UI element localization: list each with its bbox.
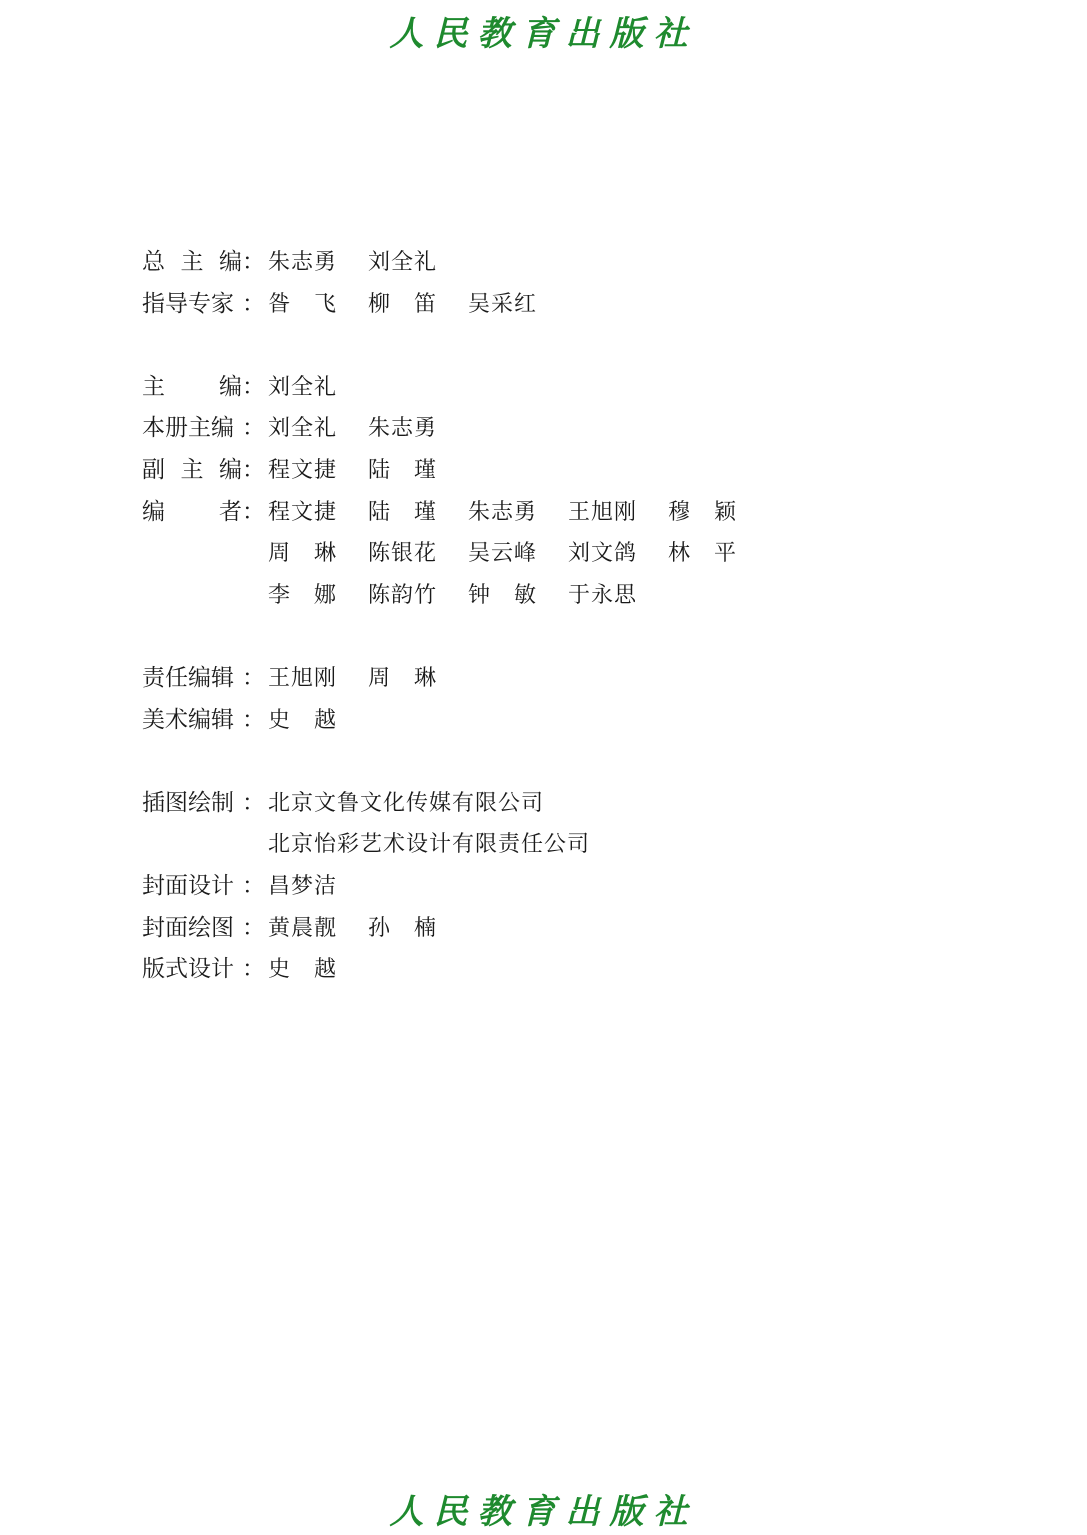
credit-name: 林 平 — [668, 541, 738, 567]
credit-row — [142, 408, 768, 450]
credit-name: 刘全礼 — [368, 250, 438, 275]
credit-name: 昌梦洁 — [268, 873, 338, 899]
credit-name: 吴云峰 — [468, 541, 538, 567]
credit-name: 北京文鲁文化传媒有限公司 — [268, 790, 545, 816]
credit-row — [142, 284, 768, 326]
credit-row — [142, 242, 768, 284]
publisher-logo-top — [0, 6, 1087, 55]
credit-name: 孙 楠 — [368, 915, 438, 941]
credit-colon: ： — [242, 706, 265, 733]
credit-row — [142, 658, 768, 700]
credit-row — [142, 575, 768, 617]
credit-name: 昝 飞 — [268, 291, 338, 317]
credit-colon: ： — [242, 456, 265, 483]
publisher-logo-text: 人民教育出版社 — [389, 1492, 698, 1532]
credits-list — [142, 242, 768, 991]
credit-name: 陈银花 — [368, 541, 438, 567]
credit-names — [268, 575, 668, 617]
credit-label: 插图绘制 — [142, 789, 234, 816]
credit-name: 穆 颖 — [668, 499, 738, 525]
credit-name: 程文捷 — [268, 457, 338, 483]
credit-names — [268, 492, 768, 534]
credit-name: 钟 敏 — [468, 582, 538, 608]
credit-names — [268, 908, 468, 950]
credit-name: 吴采红 — [468, 291, 538, 317]
credit-label: 版式设计 — [142, 956, 234, 983]
credit-row — [142, 949, 768, 991]
credit-names — [268, 284, 568, 326]
credit-label: 封面设计 — [142, 872, 234, 899]
credit-names — [268, 658, 468, 700]
section-gap — [142, 325, 768, 367]
credit-names — [268, 783, 544, 825]
credit-label: 编 者 — [142, 498, 242, 525]
credit-name: 刘文鸽 — [568, 541, 638, 567]
credit-colon: ： — [242, 415, 265, 442]
credit-colon: ： — [242, 373, 265, 400]
credit-name: 朱志勇 — [268, 250, 338, 275]
credit-names — [268, 700, 368, 742]
credit-names — [268, 242, 468, 284]
credit-names — [268, 450, 468, 492]
credit-name: 史 越 — [268, 957, 338, 983]
credit-colon: ： — [242, 290, 265, 317]
credit-colon — [242, 533, 268, 575]
credit-name: 周 琳 — [368, 665, 438, 691]
credit-label: 总 主 编 — [142, 249, 242, 275]
credit-label: 指导专家 — [142, 290, 234, 317]
credit-name: 刘全礼 — [268, 416, 338, 442]
credit-colon: ： — [242, 914, 265, 941]
credit-label — [142, 575, 242, 617]
section-gap — [142, 741, 768, 783]
credit-colon — [242, 575, 268, 617]
credit-row — [142, 367, 768, 409]
credit-row — [142, 492, 768, 534]
credit-names — [268, 949, 368, 991]
credit-name: 史 越 — [268, 707, 338, 733]
credit-name: 陆 瑾 — [368, 499, 438, 525]
credit-colon: ： — [242, 498, 265, 525]
credit-name: 周 琳 — [268, 541, 338, 567]
credit-row — [142, 908, 768, 950]
credit-label: 本册主编 — [142, 415, 234, 442]
credit-name: 程文捷 — [268, 499, 338, 525]
credit-row — [142, 866, 768, 908]
credit-colon: ： — [242, 956, 265, 983]
credit-name: 王旭刚 — [568, 499, 638, 525]
credit-colon: ： — [242, 872, 265, 899]
credit-label — [142, 824, 242, 866]
credit-names — [268, 866, 368, 908]
credit-row — [142, 700, 768, 742]
credit-names — [268, 367, 368, 409]
credit-names — [268, 408, 468, 450]
credit-row — [142, 824, 768, 866]
credit-row — [142, 533, 768, 575]
credit-label: 美术编辑 — [142, 706, 234, 733]
credit-name: 柳 笛 — [368, 291, 438, 317]
credit-colon: ： — [242, 789, 265, 816]
publisher-logo-bottom — [0, 1484, 1087, 1533]
credit-row — [142, 783, 768, 825]
credit-name: 陆 瑾 — [368, 457, 438, 483]
credit-name: 黄晨靓 — [268, 915, 338, 941]
credit-colon: ： — [242, 664, 265, 691]
credit-label: 封面绘图 — [142, 914, 234, 941]
credit-colon — [242, 824, 268, 866]
credit-name: 于永思 — [568, 582, 638, 608]
credit-names — [268, 824, 590, 866]
credit-name: 朱志勇 — [468, 499, 538, 525]
section-gap — [142, 616, 768, 658]
credit-name: 刘全礼 — [268, 374, 338, 400]
credit-label: 主 编 — [142, 373, 242, 400]
credit-name: 李 娜 — [268, 582, 338, 608]
credit-label — [142, 533, 242, 575]
publisher-logo-text: 人民教育出版社 — [389, 14, 698, 54]
credit-colon: ： — [242, 249, 265, 275]
credit-names — [268, 533, 768, 575]
credit-label: 责任编辑 — [142, 664, 234, 691]
credit-label: 副 主 编 — [142, 456, 242, 483]
credit-row — [142, 450, 768, 492]
credit-name: 朱志勇 — [368, 416, 438, 442]
credit-name: 北京怡彩艺术设计有限责任公司 — [268, 832, 591, 858]
credit-name: 王旭刚 — [268, 665, 338, 691]
credit-name: 陈韵竹 — [368, 582, 438, 608]
